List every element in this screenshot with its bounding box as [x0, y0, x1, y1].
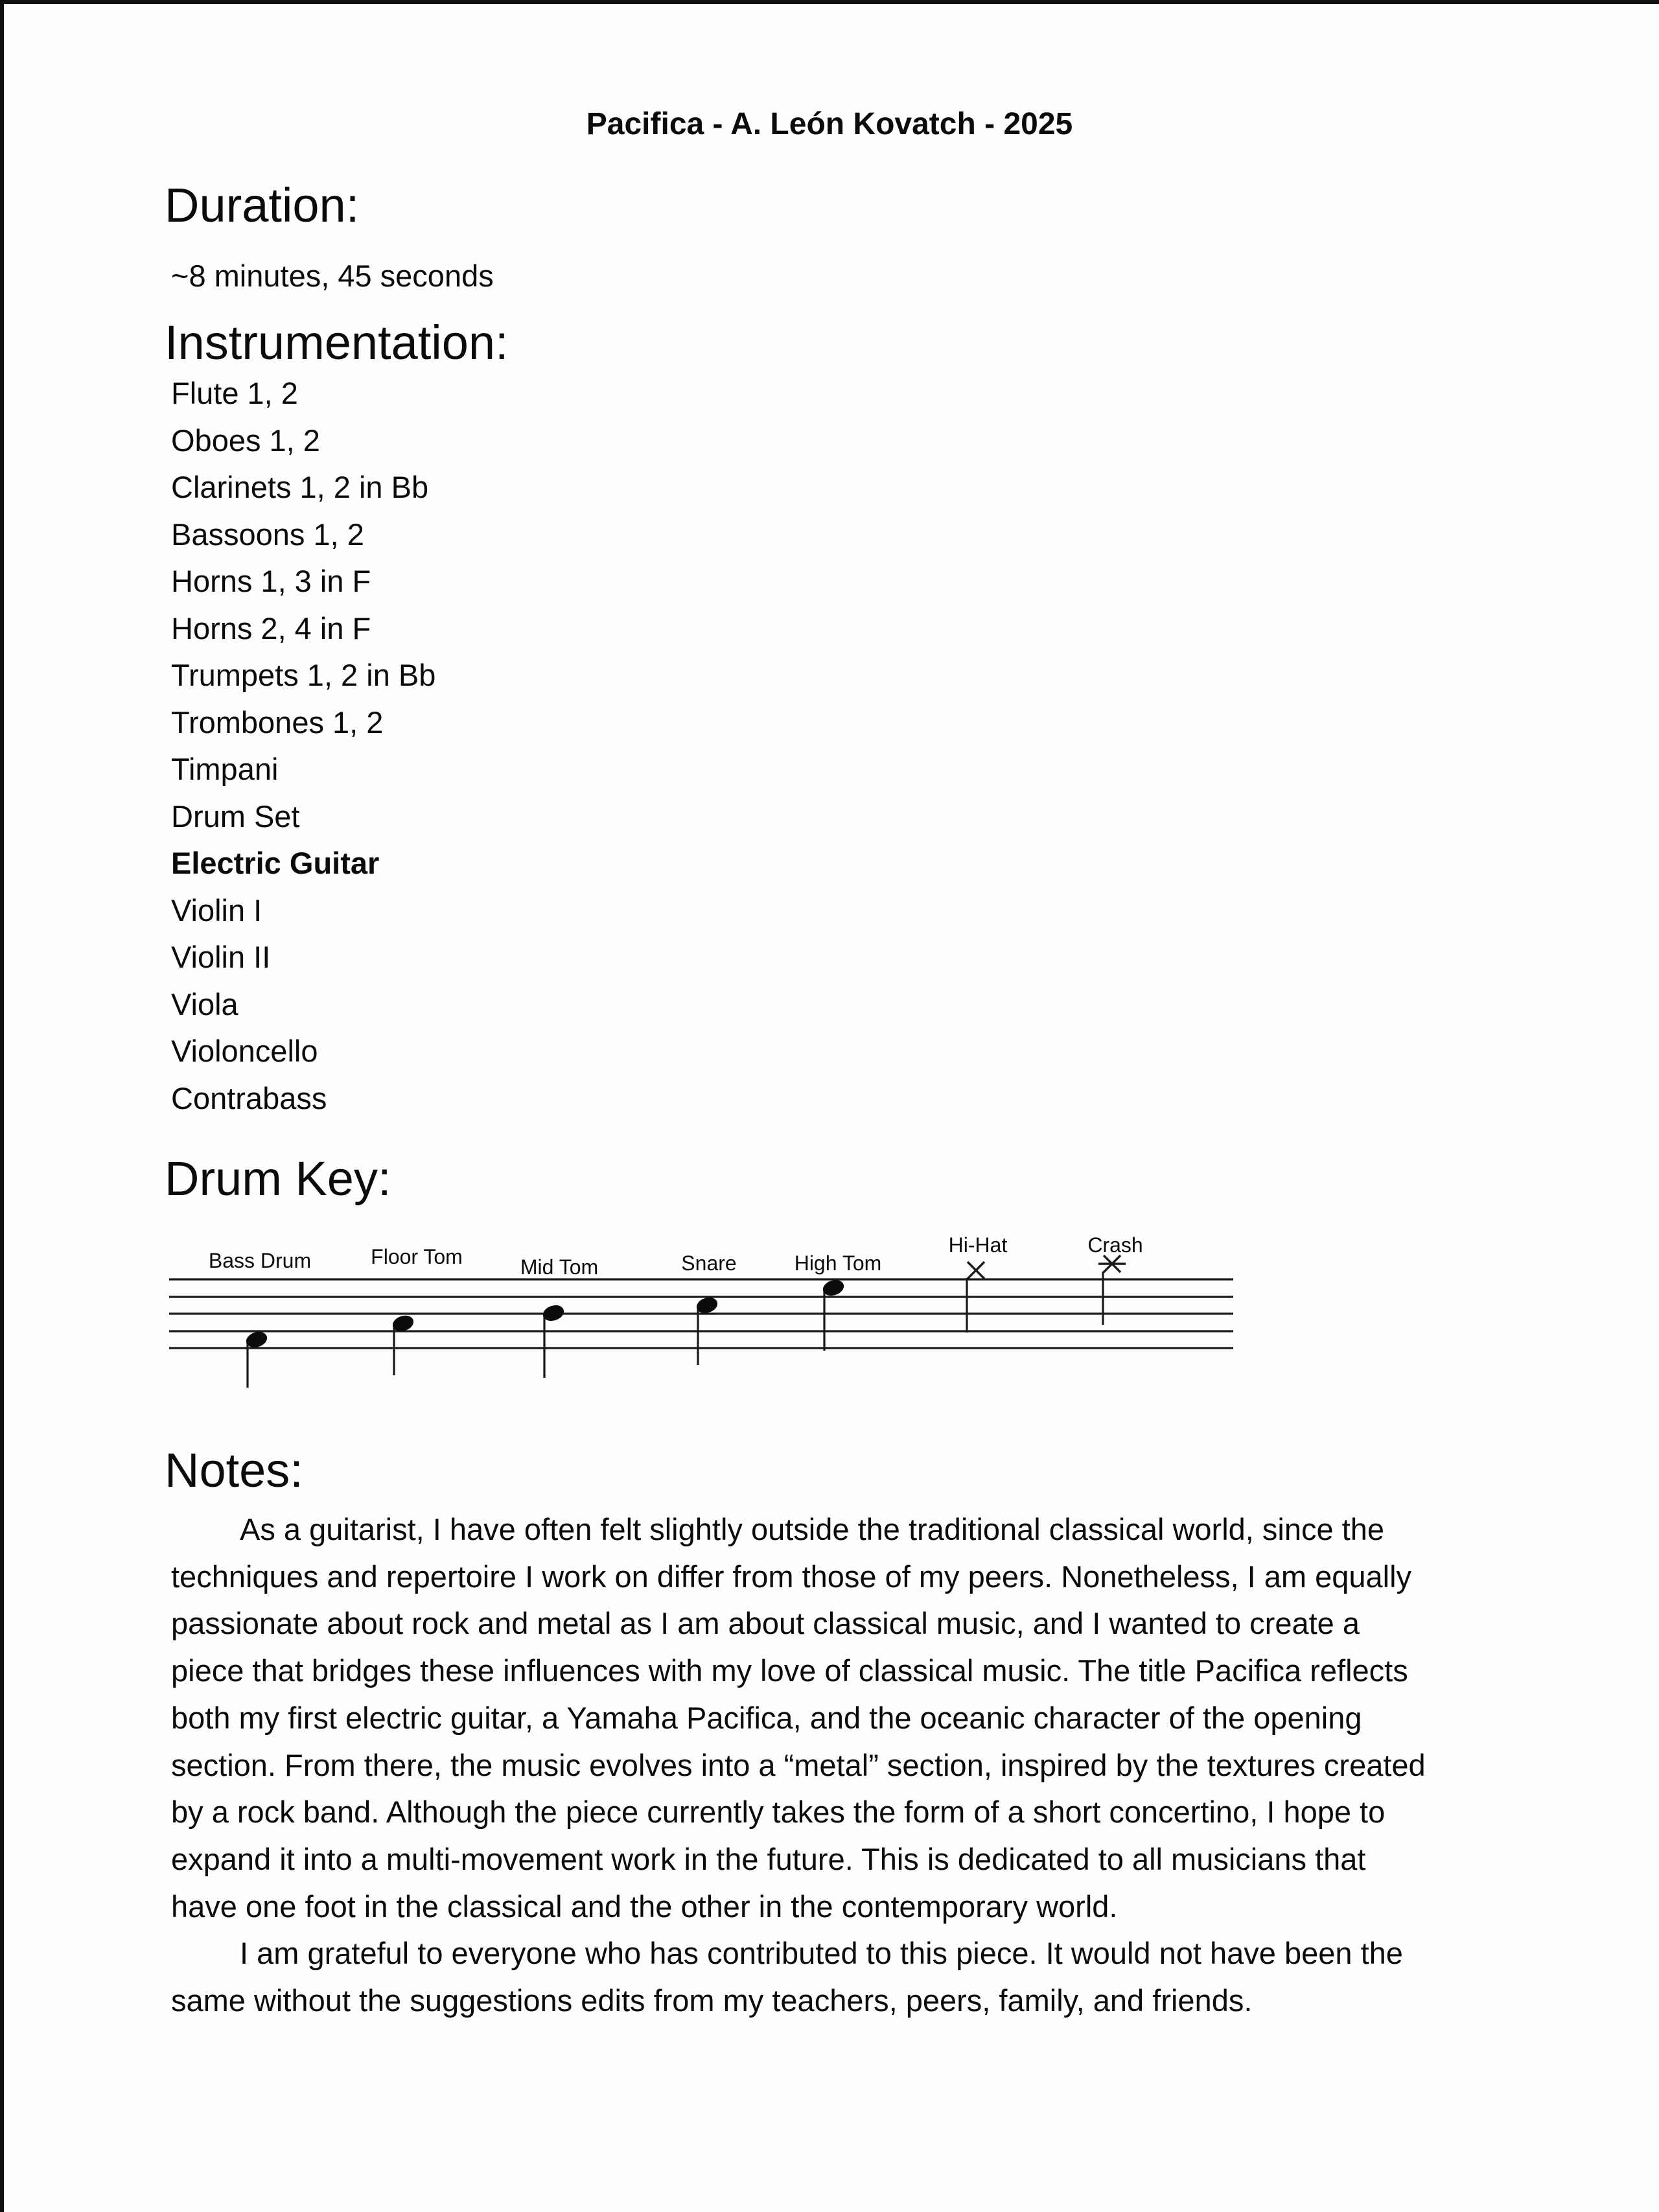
instrument-item-timpani: Timpani — [171, 752, 279, 786]
instrument-item-flute-1-2: Flute 1, 2 — [171, 376, 298, 410]
instrument-item-clarinets-1-2-in-bb: Clarinets 1, 2 in Bb — [171, 470, 429, 504]
drum-note-hi-hat — [949, 1234, 1008, 1333]
instrument-item-electric-guitar: Electric Guitar — [171, 846, 380, 880]
notes-body — [171, 1506, 1428, 2025]
instrument-item-violoncello: Violoncello — [171, 1034, 318, 1068]
instrument-item-contrabass: Contrabass — [171, 1080, 327, 1115]
instrument-item-oboes-1-2: Oboes 1, 2 — [171, 423, 320, 458]
drum-note-bass-drum — [209, 1249, 311, 1388]
instrumentation-list — [171, 370, 435, 1122]
duration-value: ~8 minutes, 45 seconds — [171, 259, 494, 293]
drum-label: High Tom — [794, 1252, 882, 1275]
instrumentation-heading: Instrumentation: — [165, 316, 509, 369]
drum-note-high-tom — [795, 1252, 882, 1351]
instrument-item-trombones-1-2: Trombones 1, 2 — [171, 704, 384, 739]
drum-label: Crash — [1087, 1234, 1143, 1257]
instrument-item-viola: Viola — [171, 986, 238, 1021]
page-title: Pacifica - A. León Kovatch - 2025 — [586, 107, 1073, 141]
notes-heading: Notes: — [165, 1443, 303, 1497]
notes-paragraph-1: As a guitarist, I have often felt slightly outside the traditional classical world, since the techniques and repertoire I work on differ from those of my peers. Nonetheless, I am equally passionate about rock and metal as I am about classical music, and I wanted to create a piece that bridges these influences with my love of classical music. The title Pacifica reflects both my first electric guitar, a Yamaha Pacifica, and the oceanic character of the opening section. From there, the music evolves into a “metal” section, inspired by the textures created by a rock band. Although the piece currently takes the form of a short concertino, I hope to expand it into a multi-movement work in the future. This is dedicated to all musicians that have one foot in the classical and the other in the contemporary world. — [171, 1512, 1426, 1924]
drum-note-mid-tom — [520, 1255, 598, 1378]
drum-label: Bass Drum — [208, 1249, 312, 1272]
drum-key-staff — [163, 1234, 1264, 1404]
instrument-item-drum-set: Drum Set — [171, 798, 300, 833]
instrument-item-violin-ii: Violin II — [171, 940, 271, 974]
instrument-item-violin-i: Violin I — [171, 892, 262, 927]
drum-label: Snare — [681, 1252, 737, 1275]
instrument-item-horns-2-4-in-f: Horns 2, 4 in F — [171, 611, 371, 646]
drum-label: Mid Tom — [520, 1255, 599, 1279]
drum-label: Floor Tom — [371, 1245, 463, 1268]
instrument-item-trumpets-1-2-in-bb: Trumpets 1, 2 in Bb — [171, 658, 436, 692]
instrument-item-horns-1-3-in-f: Horns 1, 3 in F — [171, 564, 371, 598]
drum-key-heading: Drum Key: — [165, 1152, 391, 1205]
duration-heading: Duration: — [165, 178, 360, 232]
notes-paragraph-2: I am grateful to everyone who has contributed to this piece. It would not have been the same without the suggestions edits from my teachers, peers, family, and friends. — [171, 1936, 1403, 2018]
instrument-item-bassoons-1-2: Bassoons 1, 2 — [171, 517, 364, 552]
drum-note-floor-tom — [371, 1245, 463, 1375]
drum-label: Hi-Hat — [948, 1234, 1008, 1257]
